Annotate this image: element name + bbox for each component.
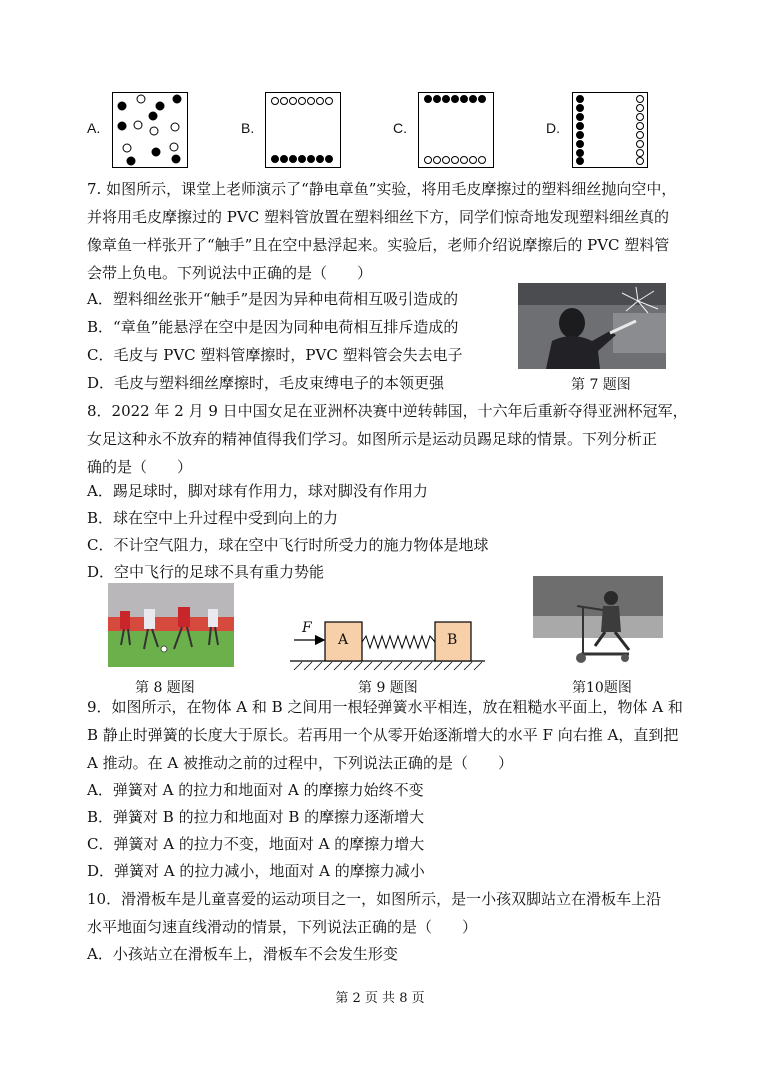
option-b-label: B. <box>241 120 255 136</box>
q8-option-b: B．球在空中上升过程中受到向上的力 <box>87 509 339 527</box>
q8-line: 8．2022 年 2 月 9 日中国女足在亚洲杯决赛中逆转韩国，十六年后重新夺得亚洲杯冠军， <box>87 402 688 420</box>
child-on-scooter-icon <box>533 576 663 668</box>
soccer-players-icon <box>108 583 234 667</box>
fig7-caption: 第 7 题图 <box>571 377 631 393</box>
q7-option-b: B．“章鱼”能悬浮在空中是因为同种电荷相互排斥造成的 <box>87 318 459 336</box>
q9-option-d: D．弹簧对 A 的拉力减小，地面对 A 的摩擦力减小 <box>87 862 425 880</box>
option-d-label: D. <box>546 120 560 136</box>
fig9-diagram <box>290 612 490 674</box>
q7-option-c: C．毛皮与 PVC 塑料管摩擦时，PVC 塑料管会失去电子 <box>87 346 463 364</box>
fig9-force-label: F <box>302 620 312 636</box>
q7-line: 7. 如图所示，课堂上老师演示了“静电章鱼”实验，将用毛皮摩擦过的塑料细丝抛向空中， <box>87 180 677 198</box>
q7-option-a: A．塑料细丝张开“触手”是因为异种电荷相互吸引造成的 <box>87 290 459 308</box>
option-a-label: A. <box>87 120 101 136</box>
q9-option-c: C．弹簧对 A 的拉力不变，地面对 A 的摩擦力增大 <box>87 835 425 853</box>
option-d-diagram <box>572 92 648 168</box>
spring-blocks-icon <box>290 612 490 674</box>
mixed-charges-icon <box>113 93 186 166</box>
page-footer: 第 2 页 共 8 页 <box>335 991 425 1006</box>
option-c-label: C. <box>393 120 407 136</box>
q9-line: B 静止时弹簧的长度大于原长。若再用一个从零开始逐渐增大的水平 F 向右推 A，直到把 <box>87 726 679 744</box>
q9-line: 9．如图所示，在物体 A 和 B 之间用一根轻弹簧水平相连，放在粗糙水平面上，物体 A 和 <box>87 698 683 716</box>
fig10-photo <box>533 576 663 668</box>
option-a-diagram <box>112 92 188 168</box>
q7-line: 并将用毛皮摩擦过的 PVC 塑料管放置在塑料细丝下方，同学们惊奇地发现塑料细丝真的 <box>87 208 669 226</box>
separated-charges-icon <box>419 93 492 166</box>
fig9-block-b-label: B <box>447 632 458 648</box>
separated-charges-icon <box>573 93 646 166</box>
q10-line: 水平地面匀速直线滑动的情景，下列说法正确的是（ ） <box>87 918 478 936</box>
q8-line: 女足这种永不放弃的精神值得我们学习。如图所示是运动员踢足球的情景。下列分析正 <box>87 430 658 448</box>
q8-option-c: C．不计空气阻力，球在空中飞行时所受力的施力物体是地球 <box>87 536 489 554</box>
fig7-photo <box>518 283 666 369</box>
static-octopus-demo-icon <box>518 283 666 369</box>
q9-option-a: A．弹簧对 A 的拉力和地面对 A 的摩擦力始终不变 <box>87 781 424 799</box>
q8-option-a: A．踢足球时，脚对球有作用力，球对脚没有作用力 <box>87 482 428 500</box>
q10-option-a: A．小孩站立在滑板车上，滑板车不会发生形变 <box>87 945 398 963</box>
q7-line: 像章鱼一样张开了“触手”且在空中悬浮起来。实验后，老师介绍说摩擦后的 PVC 塑料管 <box>87 236 670 254</box>
separated-charges-icon <box>266 93 339 166</box>
q9-option-b: B．弹簧对 B 的拉力和地面对 B 的摩擦力逐渐增大 <box>87 808 425 826</box>
fig8-caption: 第 8 题图 <box>135 680 195 696</box>
q8-option-d: D．空中飞行的足球不具有重力势能 <box>87 563 325 581</box>
option-b-diagram <box>265 92 341 168</box>
fig8-photo <box>108 583 234 667</box>
option-c-diagram <box>418 92 494 168</box>
fig9-caption: 第 9 题图 <box>358 680 418 696</box>
fig10-caption: 第10题图 <box>572 680 632 696</box>
q7-option-d: D．毛皮与塑料细丝摩擦时，毛皮束缚电子的本领更强 <box>87 374 445 392</box>
q10-line: 10．滑滑板车是儿童喜爱的运动项目之一，如图所示，是一小孩双脚站立在滑板车上沿 <box>87 890 662 908</box>
q7-line: 会带上负电。下列说法中正确的是（ ） <box>87 264 373 282</box>
q9-line: A 推动。在 A 被推动之前的过程中，下列说法正确的是（ ） <box>87 754 513 772</box>
q8-line: 确的是（ ） <box>87 458 193 476</box>
fig9-block-a-label: A <box>338 632 349 648</box>
